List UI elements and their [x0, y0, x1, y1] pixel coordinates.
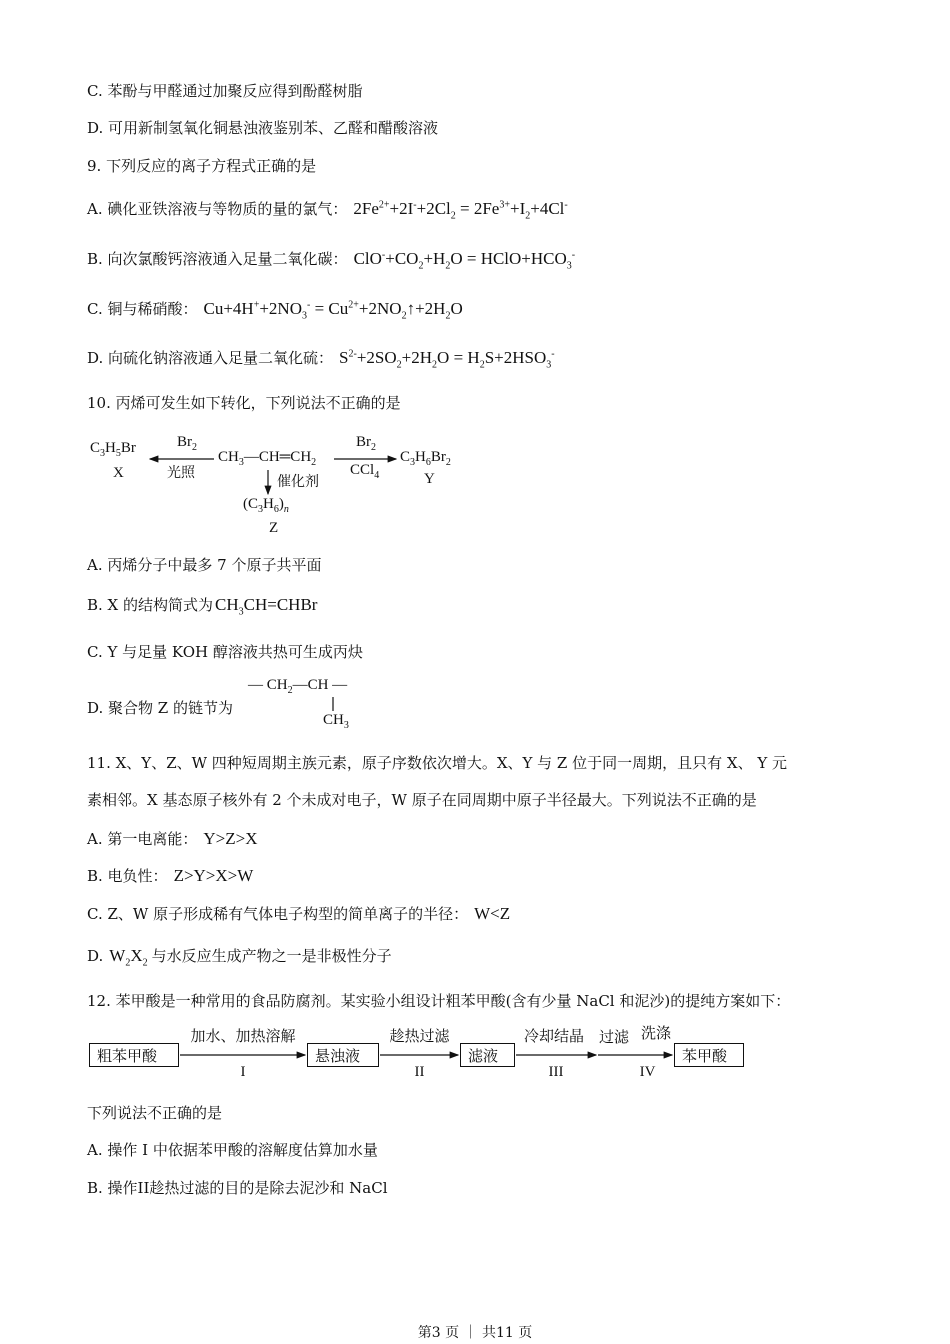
q9-option-d-label: D. 向硫化钠溶液通入足量二氧化硫： [87, 349, 334, 367]
q9-option-a-equation: $2Fe^{2+}+2I^-+2Cl_2 = 2Fe^{3+}+I_2+4Cl^-$ [353, 199, 568, 222]
flow-step4-label-b: 洗涤 [640, 1024, 671, 1042]
flow-box-suspension: 悬浊液 [307, 1043, 379, 1067]
q11-stem-line1: 11. X、Y、Z、W 四种短周期主族元素，原子序数依次增大。X、Y 与 Z 位于同一周期，且只有 X、 Y 元 [87, 754, 788, 772]
scheme-cond-light: 光照 [167, 465, 195, 481]
page-footer: 第3 页 ｜ 共11 页 [417, 1325, 533, 1341]
q9-option-b-equation: $ClO^-+CO_2+H_2O$ = $HClO+HCO_3^-$ [353, 249, 576, 272]
chain-unit-methyl: $CH_3$ [323, 712, 349, 731]
q11-option-b-label: B. 电负性： [87, 867, 168, 885]
q9-stem: 9. 下列反应的离子方程式正确的是 [87, 157, 317, 175]
q10-option-b-label: B. X 的结构简式为 [87, 596, 214, 614]
flow-box-crude: 粗苯甲酸 [89, 1043, 179, 1067]
q11-stem-line2: 素相邻。X 基态原子核外有 2 个未成对电子，W 原子在同周期中原子半径最大。下列说法不正确的是 [87, 791, 757, 809]
q10-option-d: D. 聚合物 Z 的链节为 [87, 699, 233, 717]
q10-option-b-formula: $CH_3CH=CHBr$ [215, 595, 318, 618]
q9-option-b-label: B. 向次氯酸钙溶液通入足量二氧化碳： [87, 250, 348, 268]
q10-option-c: C. Y 与足量 KOH 醇溶液共热可生成丙炔 [87, 643, 363, 661]
scheme-br2-left: $Br_2$ [177, 434, 197, 453]
scheme-ccl4: CCl$_4$ [350, 462, 380, 481]
q10-option-a: A. 丙烯分子中最多 7 个原子共平面 [87, 556, 322, 574]
q11-option-c-label: C. Z、W 原子形成稀有气体电子构型的简单离子的半径： [87, 905, 469, 923]
q11-option-a-expr: Y>Z>X [203, 829, 258, 848]
q9-option-c-equation: $Cu+4H^++2NO_3^-$ = $Cu^{2+}+2NO_2↑+2H_2O$ [203, 299, 463, 322]
flow-step4-numeral: IV [639, 1064, 656, 1080]
q12-option-a: A. 操作 I 中依据苯甲酸的溶解度估算加水量 [87, 1141, 378, 1159]
flow-step4-label-a: 过滤 [598, 1028, 629, 1046]
scheme-label-z: Z [269, 520, 279, 536]
flow-box-filtrate: 滤液 [460, 1043, 515, 1067]
scheme-br2-right: $Br_2$ [356, 434, 376, 453]
q9-option-c-label: C. 铜与稀硝酸： [87, 300, 198, 318]
q11-option-d-formula: $W_2X_2$ [109, 946, 148, 969]
q11-option-d-label: D. [87, 947, 104, 965]
q9-option-a-label: A. 碘化亚铁溶液与等物质的量的氯气： [87, 200, 348, 218]
q8-option-c: C. 苯酚与甲醛通过加聚反应得到酚醛树脂 [87, 82, 363, 100]
chain-unit-top: — $CH_2—CH$ — [248, 677, 348, 696]
q11-option-b-expr: Z>Y>X>W [173, 866, 254, 885]
scheme-z-formula: $(C_3H_6)_n$ [243, 496, 289, 515]
flow-step2-label: 趁热过滤 [389, 1027, 450, 1045]
q9-option-d-equation: $S^{2-}+2SO_2+2H_2O = H_2S+2HSO_3^-$ [339, 348, 555, 371]
q10-stem: 10. 丙烯可发生如下转化，下列说法不正确的是 [87, 394, 401, 412]
q12-sub-stem: 下列说法不正确的是 [87, 1104, 223, 1122]
flow-box-product: 苯甲酸 [674, 1043, 744, 1067]
scheme-propene-formula: $CH_3—CH═CH_2$ [218, 449, 317, 468]
q8-option-d: D. 可用新制氢氧化铜悬浊液鉴别苯、乙醛和醋酸溶液 [87, 119, 439, 137]
scheme-y-formula: $C_3H_6Br_2$ [400, 449, 451, 468]
scheme-label-x: X [113, 465, 124, 481]
flow-step1-numeral: I [240, 1064, 246, 1080]
scheme-cond-catalyst: 催化剂 [277, 474, 319, 490]
flow-step1-label: 加水、加热溶解 [190, 1027, 296, 1045]
q12-option-b: B. 操作II趁热过滤的目的是除去泥沙和 NaCl [87, 1179, 388, 1197]
q11-option-d-tail: 与水反应生成产物之一是非极性分子 [151, 947, 392, 965]
q12-stem: 12. 苯甲酸是一种常用的食品防腐剂。某实验小组设计粗苯甲酸(含有少量 NaCl 和泥沙)的提纯方案如下： [87, 992, 791, 1010]
scheme-label-y: Y [424, 471, 435, 487]
q11-option-c-expr: W<Z [474, 904, 511, 923]
q11-option-a-label: A. 第一电离能： [87, 830, 198, 848]
flow-step3-label: 冷却结晶 [523, 1027, 584, 1045]
scheme-x-formula: $C_3H_5Br$ [90, 440, 136, 459]
flow-step2-numeral: II [414, 1064, 425, 1080]
flow-step3-numeral: III [548, 1064, 564, 1080]
